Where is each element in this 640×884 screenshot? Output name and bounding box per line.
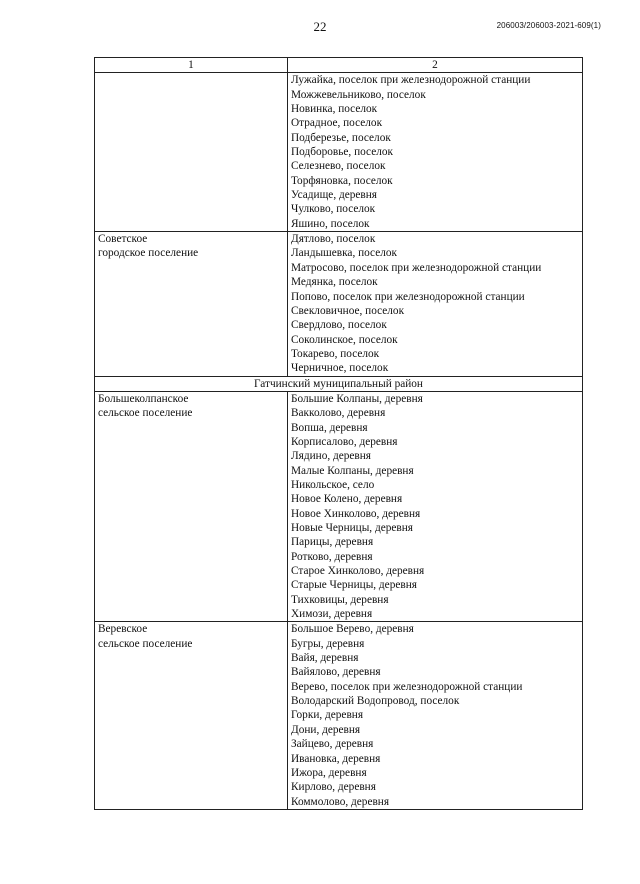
- locality-item: Зайцево, деревня: [291, 738, 374, 751]
- document-code: 206003/206003-2021-609(1): [496, 21, 601, 30]
- locality-item: Парицы, деревня: [291, 536, 374, 549]
- locality-item: Селезнево, поселок: [291, 160, 386, 173]
- settlement-row: [95, 622, 583, 809]
- settlement-cell: [95, 232, 288, 376]
- locality-item: Торфяновка, поселок: [291, 174, 393, 187]
- locality-item: Химози, деревня: [291, 608, 373, 621]
- locality-item: Дятлово, поселок: [291, 233, 376, 246]
- locality-item: Вайялово, деревня: [291, 666, 381, 679]
- settlement-cell: [95, 391, 288, 622]
- table-header-row: [95, 58, 583, 73]
- district-row: [95, 376, 583, 391]
- locality-item: Вайя, деревня: [291, 652, 359, 665]
- table-body: [95, 73, 583, 810]
- settlement-name-line: Веревское: [98, 623, 148, 636]
- locality-item: Новое Хинколово, деревня: [291, 507, 421, 520]
- locality-item: Старые Черницы, деревня: [291, 579, 417, 592]
- locality-item: Тихковицы, деревня: [291, 593, 389, 606]
- locality-item: Соколинское, поселок: [291, 333, 398, 346]
- settlement-name-line: Советское: [98, 233, 148, 246]
- locality-item: Володарский Водопровод, поселок: [291, 695, 460, 708]
- locality-item: Кирлово, деревня: [291, 781, 376, 794]
- locality-item: Корписалово, деревня: [291, 435, 398, 448]
- settlement-name-line: сельское поселение: [98, 407, 193, 420]
- locality-item: Новые Черницы, деревня: [291, 522, 413, 534]
- locality-item: Подберезье, поселок: [291, 131, 391, 144]
- locality-item: Дони, деревня: [291, 723, 361, 736]
- locality-item: Вакколово, деревня: [291, 407, 386, 420]
- locality-item: Отрадное, поселок: [291, 117, 383, 130]
- locality-item: Коммолово, деревня: [291, 795, 390, 808]
- locality-item: Большие Колпаны, деревня: [291, 392, 423, 405]
- column-header-2: 2: [288, 58, 583, 73]
- locality-item: Чулково, поселок: [291, 203, 376, 216]
- locality-item: Токарево, поселок: [291, 347, 380, 360]
- column-header-1: 1: [95, 58, 288, 73]
- locality-item: Вопша, деревня: [291, 421, 368, 434]
- settlement-row: [95, 232, 583, 376]
- locality-item: Свердлово, поселок: [291, 319, 387, 332]
- locality-item: Свекловичное, поселок: [291, 304, 405, 317]
- locality-item: Большое Верево, деревня: [291, 623, 414, 636]
- locality-item: Новое Колено, деревня: [291, 493, 403, 506]
- locality-item: Яшино, поселок: [291, 217, 370, 230]
- district-title: Гатчинский муниципальный район: [95, 376, 583, 391]
- locality-item: Ротково, деревня: [291, 550, 373, 563]
- locality-item: Можжевельниково, поселок: [291, 88, 426, 101]
- locality-item: Никольское, село: [291, 478, 375, 491]
- locality-item: Старое Хинколово, деревня: [291, 565, 425, 578]
- localities-cell: [288, 73, 583, 232]
- localities-cell: [288, 622, 583, 809]
- locality-item: Попово, поселок при железнодорожной станции: [291, 290, 525, 303]
- settlement-row: [95, 391, 583, 622]
- settlement-cell: [95, 73, 288, 232]
- locality-item: Ижора, деревня: [291, 766, 367, 779]
- settlements-table: [94, 57, 583, 810]
- settlement-name-line: городское поселение: [98, 247, 199, 260]
- locality-item: Бугры, деревня: [291, 637, 365, 650]
- locality-item: Матросово, поселок при железнодорожной станции: [291, 261, 542, 274]
- locality-item: Черничное, поселок: [291, 362, 389, 375]
- locality-item: Новинка, поселок: [291, 103, 378, 116]
- locality-item: Ивановка, деревня: [291, 752, 381, 765]
- localities-cell: [288, 391, 583, 622]
- settlement-name-line: сельское поселение: [98, 637, 193, 650]
- localities-cell: [288, 232, 583, 376]
- locality-item: Малые Колпаны, деревня: [291, 464, 414, 477]
- locality-item: Ландышевка, поселок: [291, 247, 398, 260]
- settlement-name-line: Большеколпанское: [98, 392, 189, 405]
- locality-item: Подборовье, поселок: [291, 146, 393, 159]
- locality-item: Лужайка, поселок при железнодорожной станции: [291, 74, 531, 87]
- page-number: 22: [313, 19, 327, 34]
- locality-item: Усадище, деревня: [291, 189, 377, 202]
- locality-item: Лядино, деревня: [291, 450, 371, 463]
- locality-item: Верево, поселок при железнодорожной станции: [291, 680, 523, 693]
- settlement-cell: [95, 622, 288, 809]
- locality-item: Горки, деревня: [291, 709, 364, 722]
- locality-item: Медянка, поселок: [291, 276, 378, 289]
- settlement-row: [95, 73, 583, 232]
